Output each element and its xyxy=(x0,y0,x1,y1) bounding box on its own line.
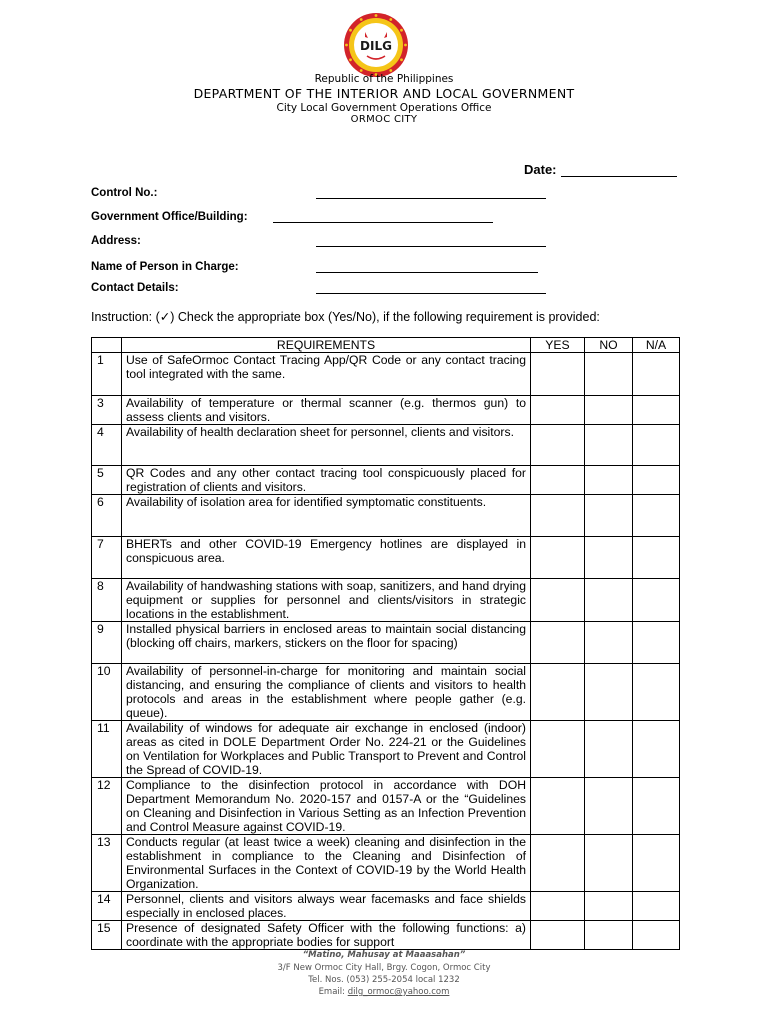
na-checkbox-cell[interactable] xyxy=(633,664,680,721)
row-number: 9 xyxy=(92,622,122,664)
footer-motto: “Matino, Mahusay at Maaasahan” xyxy=(302,950,466,960)
no-checkbox-cell[interactable] xyxy=(585,622,633,664)
yes-checkbox-cell[interactable] xyxy=(531,622,585,664)
control-no-line[interactable] xyxy=(316,198,546,199)
table-header-row xyxy=(92,338,680,353)
row-number: 5 xyxy=(92,466,122,495)
no-checkbox-cell[interactable] xyxy=(585,579,633,622)
yes-checkbox-cell[interactable] xyxy=(531,892,585,921)
person-in-charge-line[interactable] xyxy=(316,272,538,273)
instruction-text: Instruction: (✓) Check the appropriate box (Yes/No), if the following requirement is provided: xyxy=(91,310,600,324)
address-label: Address: xyxy=(91,235,141,247)
na-checkbox-cell[interactable] xyxy=(633,495,680,537)
table-row xyxy=(92,579,680,622)
email-link[interactable]: dilg_ormoc@yahoo.com xyxy=(347,987,450,997)
row-number: 7 xyxy=(92,537,122,579)
header-requirements: REQUIREMENTS xyxy=(122,338,531,353)
table-row xyxy=(92,664,680,721)
table-row xyxy=(92,537,680,579)
no-checkbox-cell[interactable] xyxy=(585,396,633,425)
department-title: DEPARTMENT OF THE INTERIOR AND LOCAL GOVERNMENT xyxy=(193,86,575,101)
no-checkbox-cell[interactable] xyxy=(585,892,633,921)
table-row xyxy=(92,721,680,778)
yes-checkbox-cell[interactable] xyxy=(531,835,585,892)
no-checkbox-cell[interactable] xyxy=(585,537,633,579)
table-row xyxy=(92,892,680,921)
city-name: ORMOC CITY xyxy=(350,114,418,125)
requirement-text: Installed physical barriers in enclosed areas to maintain social distancing (blocking off chairs, markers, stickers on the floor for spacing) xyxy=(122,622,531,664)
requirement-text: Availability of windows for adequate air exchange in enclosed (indoor) areas as cited in DOLE Department Order No. 224-21 or the Guidelines on Ventilation for Workplaces and Public Transport to Prevent and Control the Spread of COVID-19. xyxy=(122,721,531,778)
row-number: 14 xyxy=(92,892,122,921)
yes-checkbox-cell[interactable] xyxy=(531,664,585,721)
na-checkbox-cell[interactable] xyxy=(633,835,680,892)
date-field[interactable] xyxy=(524,162,677,177)
requirements-table xyxy=(91,337,680,950)
na-checkbox-cell[interactable] xyxy=(633,466,680,495)
dilg-seal-logo xyxy=(343,12,409,78)
government-office-line[interactable] xyxy=(273,222,493,223)
requirement-text: BHERTs and other COVID-19 Emergency hotlines are displayed in conspicuous area. xyxy=(122,537,531,579)
requirement-text: Use of SafeOrmoc Contact Tracing App/QR Code or any contact tracing tool integrated with the same. xyxy=(122,353,531,396)
na-checkbox-cell[interactable] xyxy=(633,396,680,425)
footer-telephone: Tel. Nos. (053) 255-2054 local 1232 xyxy=(308,975,460,985)
table-row xyxy=(92,495,680,537)
republic-line: Republic of the Philippines xyxy=(314,73,454,85)
no-checkbox-cell[interactable] xyxy=(585,425,633,466)
control-no-label: Control No.: xyxy=(91,187,158,199)
yes-checkbox-cell[interactable] xyxy=(531,537,585,579)
table-row xyxy=(92,396,680,425)
date-line xyxy=(561,163,677,177)
requirement-text: Compliance to the disinfection protocol in accordance with DOH Department Memorandum No. 2020-157 and 0157-A or the “Guidelines on Cleaning and Disinfection in Various Setting as an Infection Prevention and Control Measure against COVID-19. xyxy=(122,778,531,835)
requirement-text: Availability of isolation area for identified symptomatic constituents. xyxy=(122,495,531,537)
na-checkbox-cell[interactable] xyxy=(633,778,680,835)
no-checkbox-cell[interactable] xyxy=(585,495,633,537)
requirement-text: Availability of handwashing stations with soap, sanitizers, and hand drying equipment or supplies for personnel and clients/visitors in strategic locations in the establishment. xyxy=(122,579,531,622)
yes-checkbox-cell[interactable] xyxy=(531,396,585,425)
yes-checkbox-cell[interactable] xyxy=(531,579,585,622)
table-row xyxy=(92,835,680,892)
row-number: 3 xyxy=(92,396,122,425)
na-checkbox-cell[interactable] xyxy=(633,622,680,664)
address-line[interactable] xyxy=(316,246,546,247)
requirement-text: Availability of temperature or thermal scanner (e.g. thermos gun) to assess clients and visitors. xyxy=(122,396,531,425)
row-number: 4 xyxy=(92,425,122,466)
seal-text: DILG xyxy=(360,39,392,53)
yes-checkbox-cell[interactable] xyxy=(531,466,585,495)
requirement-text: Presence of designated Safety Officer with the following functions: a) coordinate with the appropriate bodies for support xyxy=(122,921,531,950)
no-checkbox-cell[interactable] xyxy=(585,721,633,778)
no-checkbox-cell[interactable] xyxy=(585,353,633,396)
table-row xyxy=(92,353,680,396)
header-number xyxy=(92,338,122,353)
yes-checkbox-cell[interactable] xyxy=(531,495,585,537)
requirement-text: QR Codes and any other contact tracing tool conspicuously placed for registration of clients and visitors. xyxy=(122,466,531,495)
row-number: 15 xyxy=(92,921,122,950)
contact-details-line[interactable] xyxy=(316,293,546,294)
na-checkbox-cell[interactable] xyxy=(633,721,680,778)
date-label: Date: xyxy=(524,162,557,177)
table-row xyxy=(92,622,680,664)
no-checkbox-cell[interactable] xyxy=(585,664,633,721)
row-number: 11 xyxy=(92,721,122,778)
government-office-label: Government Office/Building: xyxy=(91,211,248,223)
yes-checkbox-cell[interactable] xyxy=(531,353,585,396)
table-row xyxy=(92,921,680,950)
footer-address: 3/F New Ormoc City Hall, Brgy. Cogon, Ormoc City xyxy=(277,963,491,973)
requirement-text: Conducts regular (at least twice a week) cleaning and disinfection in the establishment in compliance to the Cleaning and Disinfection of Environmental Surfaces in the Context of COVID-19 by the World Health Organization. xyxy=(122,835,531,892)
no-checkbox-cell[interactable] xyxy=(585,921,633,950)
table-row xyxy=(92,778,680,835)
requirement-text: Availability of personnel-in-charge for monitoring and maintain social distancing, and ensuring the compliance of clients and visitors to health protocols and areas in the establishment where people gather (e.g. queue). xyxy=(122,664,531,721)
requirement-text: Availability of health declaration sheet for personnel, clients and visitors. xyxy=(122,425,531,466)
table-row xyxy=(92,425,680,466)
row-number: 13 xyxy=(92,835,122,892)
header-no: NO xyxy=(585,338,633,353)
requirement-text: Personnel, clients and visitors always wear facemasks and face shields especially in enclosed places. xyxy=(122,892,531,921)
no-checkbox-cell[interactable] xyxy=(585,835,633,892)
row-number: 8 xyxy=(92,579,122,622)
na-checkbox-cell[interactable] xyxy=(633,425,680,466)
na-checkbox-cell[interactable] xyxy=(633,579,680,622)
footer-email xyxy=(0,987,768,997)
no-checkbox-cell[interactable] xyxy=(585,778,633,835)
table-row xyxy=(92,466,680,495)
na-checkbox-cell[interactable] xyxy=(633,921,680,950)
row-number: 6 xyxy=(92,495,122,537)
na-checkbox-cell[interactable] xyxy=(633,353,680,396)
row-number: 10 xyxy=(92,664,122,721)
header-yes: YES xyxy=(531,338,585,353)
yes-checkbox-cell[interactable] xyxy=(531,721,585,778)
na-checkbox-cell[interactable] xyxy=(633,537,680,579)
office-name: City Local Government Operations Office xyxy=(276,102,492,114)
row-number: 12 xyxy=(92,778,122,835)
na-checkbox-cell[interactable] xyxy=(633,892,680,921)
contact-details-label: Contact Details: xyxy=(91,282,179,294)
row-number: 1 xyxy=(92,353,122,396)
person-in-charge-label: Name of Person in Charge: xyxy=(91,261,239,273)
yes-checkbox-cell[interactable] xyxy=(531,425,585,466)
email-label: Email: xyxy=(318,987,346,997)
yes-checkbox-cell[interactable] xyxy=(531,778,585,835)
header-na: N/A xyxy=(633,338,680,353)
yes-checkbox-cell[interactable] xyxy=(531,921,585,950)
no-checkbox-cell[interactable] xyxy=(585,466,633,495)
